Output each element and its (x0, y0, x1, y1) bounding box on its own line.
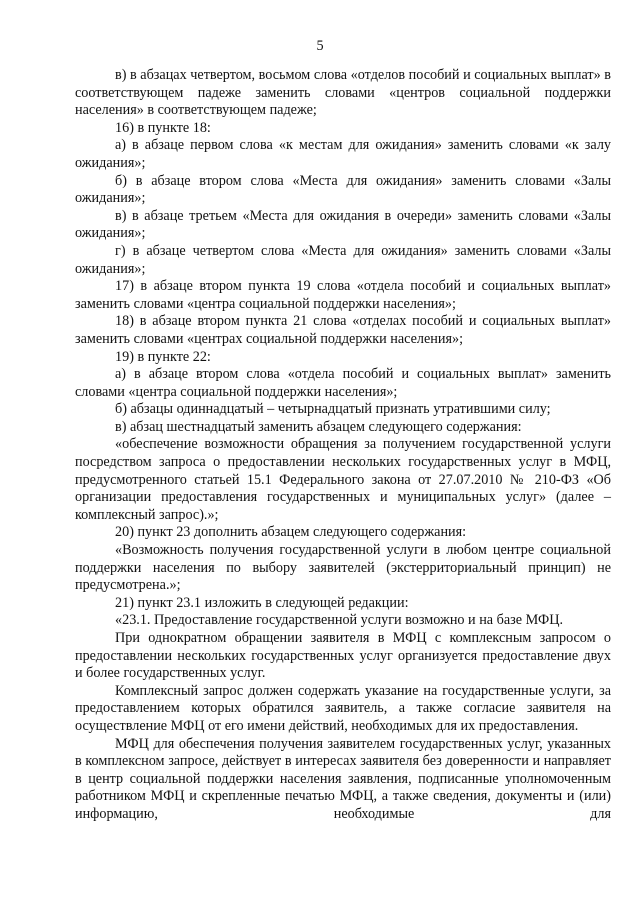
paragraph: МФЦ для обеспечения получения заявителем государственных услуг, указанных в комплексном запросе, действует в интересах заявителя без доверенности и направляет в центр социальной поддержки населения заявления, подписанные уполномоченным работником МФЦ и скрепленные печатью МФЦ, а также сведения, документы и (или) информацию, необходимые для (75, 735, 611, 822)
paragraph: б) абзацы одиннадцатый – четырнадцатый признать утратившими силу; (115, 401, 551, 418)
paragraph: а) в абзаце втором слова «отдела пособий и социальных выплат» заменить словами «центра социальной поддержки населения»; (75, 366, 611, 400)
paragraph: в) абзац шестнадцатый заменить абзацем следующего содержания: (115, 418, 522, 435)
paragraph: «Возможность получения государственной услуги в любом центре социальной поддержки населения по выбору заявителей (экстерриториальный принцип) не предусмотрена.»; (75, 542, 611, 594)
paragraph: «23.1. Предоставление государственной услуги возможно и на базе МФЦ. (115, 612, 564, 629)
paragraph: в) в абзацах четвертом, восьмом слова «отделов пособий и социальных выплат» в соответствующем падеже заменить словами «центров социальной поддержки населения» в соответствующем падеже; (75, 67, 611, 119)
paragraph: 16) в пункте 18: (115, 119, 211, 136)
paragraph: 20) пункт 23 дополнить абзацем следующего содержания: (115, 524, 467, 541)
paragraph: г) в абзаце четвертом слова «Места для ожидания» заменить словами «Залы ожидания»; (75, 242, 611, 277)
paragraph: 19) в пункте 22: (115, 348, 211, 365)
paragraph: б) в абзаце втором слова «Места для ожидания» заменить словами «Залы ожидания»; (75, 172, 611, 207)
paragraph: 21) пункт 23.1 изложить в следующей редакции: (115, 594, 409, 611)
document-body (75, 67, 611, 824)
paragraph: 17) в абзаце втором пункта 19 слова «отдела пособий и социальных выплат» заменить словами «центра социальной поддержки населения»; (75, 278, 611, 312)
page-number: 5 (316, 38, 324, 54)
paragraph: а) в абзаце первом слова «к местам для ожидания» заменить словами «к залу ожидания»; (75, 137, 611, 171)
paragraph: Комплексный запрос должен содержать указание на государственные услуги, за предоставлением которых обратился заявитель, а также согласие заявителя на осуществление МФЦ от его имени действий, необходимых для их предоставления. (75, 682, 611, 734)
paragraph: 18) в абзаце втором пункта 21 слова «отделах пособий и социальных выплат» заменить словами «центрах социальной поддержки населения»; (75, 313, 611, 347)
paragraph: При однократном обращении заявителя в МФЦ с комплексным запросом о предоставлении нескольких государственных услуг организуется предоставление двух и более государственных услуг. (75, 630, 611, 682)
paragraph: в) в абзаце третьем «Места для ожидания в очереди» заменить словами «Залы ожидания»; (75, 207, 611, 242)
paragraph: «обеспечение возможности обращения за получением государственной услуги посредством запроса о предоставлении нескольких государственных услуг в МФЦ, предусмотренного статьей 15.1 Федерального закона от 27.07.2010 № 210-ФЗ «Об организации предоставления государственных и муниципальных услуг» (далее – комплексный запрос).»; (75, 436, 611, 523)
